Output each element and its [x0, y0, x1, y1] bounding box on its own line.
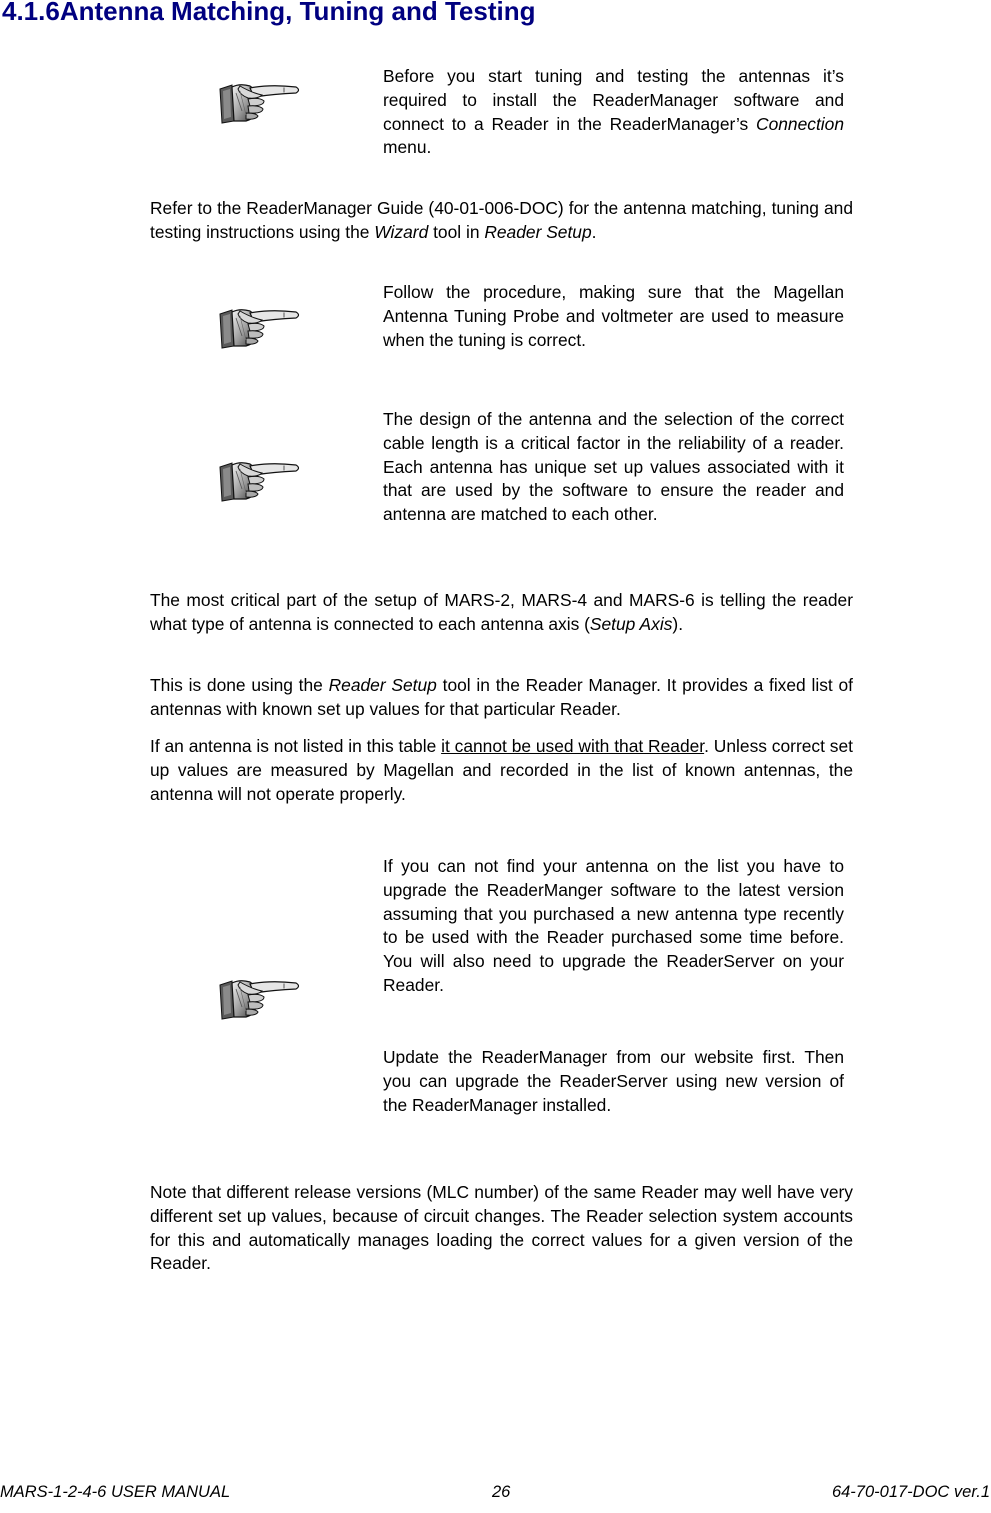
refer-text-a: Refer to the ReaderManager Guide (40-01-006-DOC) for the antenna matching, tuning and testing instructions using the: [150, 198, 853, 242]
reader-setup-paragraph: [150, 674, 853, 722]
note-antenna-design: The design of the antenna and the selection of the correct cable length is a critical factor in the reliability of a reader. Each antenna has unique set up values associated with it that are used by the software to ensure the reader and antenna are matched to each other.: [383, 409, 844, 525]
reader-setup-term: Reader Setup: [328, 675, 437, 695]
not-listed-text-a: If an antenna is not listed in this table: [150, 736, 442, 756]
not-listed-paragraph: [150, 735, 853, 806]
section-heading: 4.1.6Antenna Matching, Tuning and Testing: [2, 0, 536, 26]
critical-text-b: ).: [672, 613, 684, 634]
note1-text: Before you start tuning and testing the antennas it’s required to install the ReaderManager software and connect to a Reader in the ReaderManager’s: [383, 66, 844, 134]
refer-text-b: tool in: [428, 221, 485, 242]
not-listed-text-b: . Unless correct set up values are measured by Magellan and recorded in the list of known antennas, the antenna will not operate properly.: [150, 736, 853, 804]
pointing-hand-icon: [218, 306, 302, 350]
done-using-text-b: tool in the Reader Manager. It provides a fixed list of antennas with known set up values for that particular Reader.: [150, 675, 853, 719]
footer-document-id: 64-70-017-DOC ver.1: [831, 1483, 990, 1501]
critical-text-a: The most critical part of the setup of MARS-2, MARS-4 and MARS-6 is telling the reader what type of antenna is connected to each antenna axis (: [150, 590, 853, 634]
note-upgrade-para2: Update the ReaderManager from our website first. Then you can upgrade the ReaderServer using new version of the ReaderManager installed.: [383, 1047, 844, 1115]
done-using-text-a: This is done using the: [150, 675, 329, 695]
note-follow-procedure: Follow the procedure, making sure that the Magellan Antenna Tuning Probe and voltmeter are used to measure when the tuning is correct.: [383, 282, 844, 350]
wizard-term: Wizard: [374, 221, 429, 242]
connection-menu-term: Connection: [756, 113, 844, 134]
note-upgrade-para1: If you can not find your antenna on the list you have to upgrade the ReaderManger software to the latest version assuming that you purchased a new antenna type recently to be used with the Reader purchased some time before. You will also need to upgrade the ReaderServer on your Reader.: [383, 856, 844, 995]
reader-setup-term: Reader Setup: [484, 221, 592, 242]
footer-manual-title: MARS-1-2-4-6 USER MANUAL: [0, 1483, 231, 1501]
cannot-be-used-emphasis: it cannot be used with that Reader: [441, 736, 705, 756]
refer-text-c: .: [591, 221, 597, 242]
setup-axis-term: Setup Axis: [589, 613, 673, 634]
critical-setup-paragraph: [150, 589, 853, 637]
refer-guide-paragraph: [150, 197, 853, 245]
note1-tail: menu.: [383, 137, 432, 158]
footer-page-number: 26: [492, 1483, 511, 1501]
pointing-hand-icon: [218, 459, 302, 503]
note-install-readermanager: [383, 65, 844, 160]
pointing-hand-icon: [218, 81, 302, 125]
pointing-hand-icon: [218, 977, 302, 1021]
release-versions-paragraph: Note that different release versions (MLC number) of the same Reader may well have very different set up values, because of circuit changes. The Reader selection system accounts for this and automatically manages loading the correct values for a given version of the Reader.: [150, 1182, 853, 1274]
